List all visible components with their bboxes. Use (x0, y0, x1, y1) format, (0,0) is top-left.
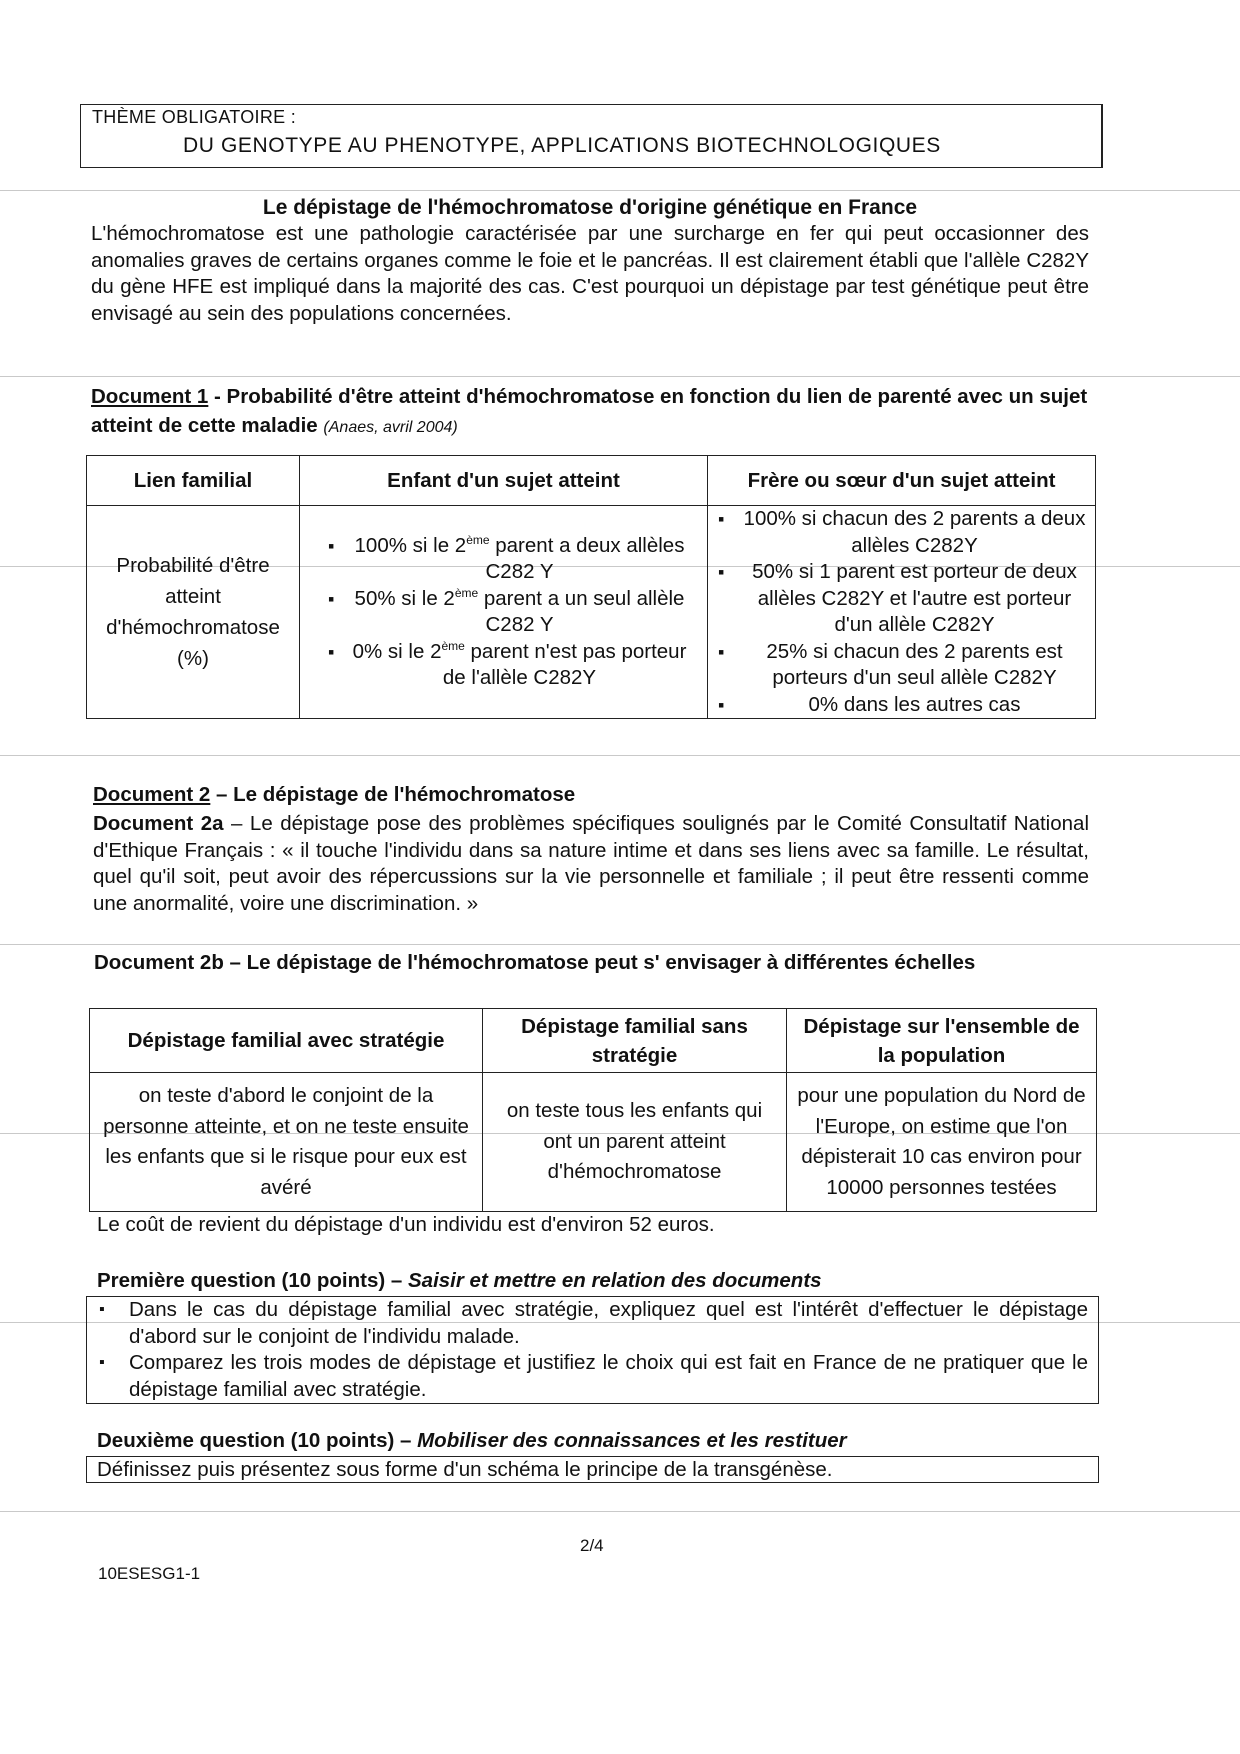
theme-title: DU GENOTYPE AU PHENOTYPE, APPLICATIONS BIOTECHNOLOGIQUES (183, 134, 941, 157)
page-number: 2/4 (580, 1536, 604, 1555)
document-code: 10ESESG1-1 (98, 1564, 201, 1583)
scan-line (0, 944, 1240, 945)
q1-heading (97, 1266, 822, 1295)
doc1-heading (91, 382, 1091, 442)
intro-paragraph: L'hémochromatose est une pathologie caractérisée par une surcharge en fer qui peut occasionner des anomalies graves de certains organes comme le foie et le pancréas. Il est clairement établi que l'allèle C282Y du gène HFE est impliqué dans la majorité des cas. C'est pourquoi un dépistage par test génétique peut être envisagé au sein des populations concernées. (91, 222, 1089, 325)
q1-subtitle: Saisir et mettre en relation des documents (408, 1269, 822, 1292)
doc1-label: Document 1 (91, 385, 209, 408)
page-title: Le dépistage de l'hémochromatose d'origine génétique en France (262, 196, 918, 219)
q1-item: ▪ Comparez les trois modes de dépistage et justifiez le choix qui est fait en France de ne pratiquer que le dépistage familial avec stratégie. (87, 1350, 1098, 1403)
list-item: ▪ 0% si le 2ème parent n'est pas porteur de l'allèle C282Y (322, 639, 689, 692)
doc2a-label: Document 2a (93, 812, 224, 835)
doc2b-header-population: Dépistage sur l'ensemble de la population (787, 1009, 1097, 1073)
doc2-title: – Le dépistage de l'hémochromatose (210, 783, 576, 806)
list-item: ▪ 100% si chacun des 2 parents a deux allèles C282Y (712, 506, 1089, 559)
doc2a-paragraph (93, 811, 1089, 917)
scan-line (0, 376, 1240, 377)
list-item: ▪ 0% dans les autres cas (712, 692, 1089, 719)
doc2b-header-sans: Dépistage familial sans stratégie (483, 1009, 787, 1073)
doc1-sibling-cell (708, 506, 1096, 719)
q1-item: ▪ Dans le cas du dépistage familial avec stratégie, expliquez quel est l'intérêt d'effectuer le dépistage d'abord sur le conjoint de l'individu malade. (87, 1297, 1098, 1350)
list-item: ▪ 50% si 1 parent est porteur de deux allèles C282Y et l'autre est porteur d'un allèle C282Y (712, 559, 1089, 639)
doc1-table (86, 455, 1096, 719)
q2-heading (97, 1426, 847, 1455)
list-item: ▪ 100% si le 2ème parent a deux allèles C282 Y (322, 533, 689, 586)
scan-line (0, 755, 1240, 756)
q2-title: Deuxième question (10 points) – (97, 1429, 418, 1452)
scan-line (0, 190, 1240, 191)
list-item: ▪ 50% si le 2ème parent a un seul allèle C282 Y (322, 586, 689, 639)
doc2b-cell-sans: on teste tous les enfants qui ont un parent atteint d'hémochromatose (483, 1073, 787, 1212)
list-item: ▪ 25% si chacun des 2 parents est porteurs d'un seul allèle C282Y (712, 639, 1089, 692)
theme-label: THÈME OBLIGATOIRE : (92, 107, 297, 127)
q2-text: Définissez puis présentez sous forme d'un schéma le principe de la transgénèse. (97, 1458, 833, 1481)
doc1-header-enfant: Enfant d'un sujet atteint (300, 456, 708, 506)
doc1-source: (Anaes, avril 2004) (323, 419, 458, 436)
doc2b-heading: Document 2b – Le dépistage de l'hémochromatose peut s' envisager à différentes échelles (94, 951, 976, 974)
doc1-header-lien: Lien familial (87, 456, 300, 506)
doc2b-cell-avec: on teste d'abord le conjoint de la personne atteinte, et on ne teste ensuite les enfants que si le risque pour eux est avéré (90, 1073, 483, 1212)
doc2b-header-avec: Dépistage familial avec stratégie (90, 1009, 483, 1073)
q2-box (86, 1456, 1099, 1483)
doc2b-table (89, 1008, 1097, 1212)
doc1-row-label: Probabilité d'être atteint d'hémochromatose (%) (87, 506, 300, 719)
doc2a-text: – Le dépistage pose des problèmes spécifiques soulignés par le Comité Consultatif National d'Ethique Français : « il touche l'individu dans sa nature intime et dans ses liens avec sa famille. Le résultat, quel qu'il soit, peut avoir des répercussions sur la vie personnelle et familiale ; il peut être ressenti comme une anormalité, voire une discrimination. » (93, 812, 1089, 915)
doc1-header-frere: Frère ou sœur d'un sujet atteint (708, 456, 1096, 506)
doc2b-cell-population: pour une population du Nord de l'Europe, on estime que l'on dépisterait 10 cas environ pour 10000 personnes testées (787, 1073, 1097, 1212)
q1-title: Première question (10 points) – (97, 1269, 408, 1292)
doc1-child-cell (300, 506, 708, 719)
q1-box (86, 1296, 1099, 1404)
q2-subtitle: Mobiliser des connaissances et les restituer (417, 1429, 847, 1452)
scan-line (0, 1511, 1240, 1512)
doc2-label: Document 2 (93, 783, 211, 806)
doc2-heading (93, 780, 575, 809)
doc1-title: - Probabilité d'être atteint d'hémochromatose en fonction du lien de parenté avec un sujet atteint de cette maladie (91, 385, 1088, 437)
cost-note: Le coût de revient du dépistage d'un individu est d'environ 52 euros. (97, 1213, 715, 1236)
